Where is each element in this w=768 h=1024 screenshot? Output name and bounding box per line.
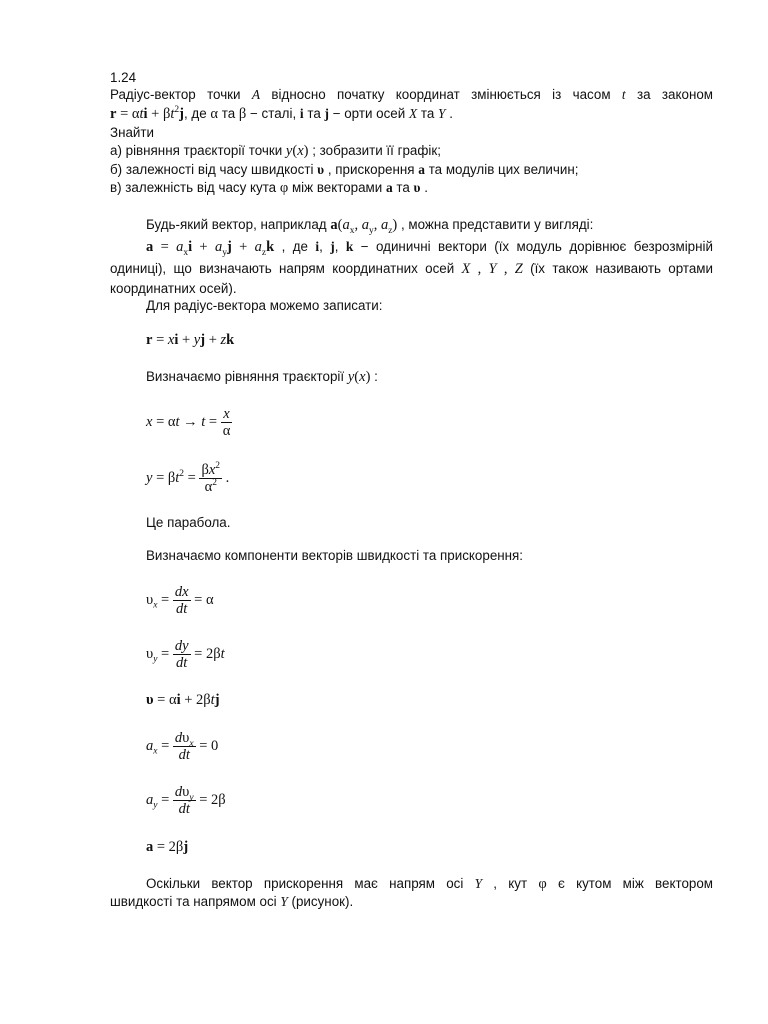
equation-vx: $\upsilon_x$ = $\frac{dx}{dt}$ = α [146,584,214,617]
equation-y: $y = \beta t^2$ = $\frac{\beta x^2}{\alpha^2}$ . [146,461,230,495]
equation-vy: $\upsilon_y$ = $\frac{dy}{dt}$ = 2βt [146,638,225,671]
item-a: а) рівняння траєкторії точки y(x) ; зобразити її графік; [110,143,441,159]
final-line-1: Оскільки вектор прискорення має напрям осі Y , кут φ є кутом між вектором [146,876,713,892]
equation-v: υ = αi + 2βtj [146,692,220,708]
equation-r: r = xi + yj + zk [146,332,235,348]
equation-ay: $a_y$ = $\frac{d\upsilon_y}{dt}$ = 2β [146,784,226,817]
solution-line-2: $a = a_xi + a_yj + a_zk$ , де i, j, k − одиничні вектори (їх модуль дорівнює безрозмірній [146,239,713,258]
find-label: Знайти [110,125,155,140]
solution-line-3: одиниці), що визначають напрям координатних осей X , Y , Z (їх також називають ортами [110,261,713,277]
components-text: Визначаємо компоненти векторів швидкості та прискорення: [146,548,524,563]
equation-ax: $a_x$ = $\frac{d\upsilon_x}{dt}$ = 0 [146,730,219,763]
parabola-text: Це парабола. [146,515,231,530]
item-b: б) залежності від часу швидкості υ , прискорення a та модулів цих величин; [110,162,579,177]
equation-a: a = 2βj [146,839,189,855]
solution-line-4: координатних осей). [110,281,237,296]
statement-line-2: $r = \alpha ti + \beta t^2j$, де α та β − сталі, i та j − орти осей X та Y . [110,105,453,122]
solution-intro: Будь-який вектор, наприклад $a(a_x$, $a_y$, $a_z$) , можна представити у вигляді: [146,217,594,236]
trajectory-text: Визначаємо рівняння траєкторії y(x) : [146,369,378,385]
final-line-2: швидкості та напрямом осі Y (рисунок). [110,894,354,909]
radius-vector-text: Для радіус-вектора можемо записати: [146,298,383,313]
item-c: в) залежність від часу кута φ між векторами a та υ . [110,180,428,196]
equation-x: x = αt → t = $\frac{x}{\alpha}$ [146,406,231,439]
statement-line-1: Радіус-вектор точки A відносно початку координат змінюється із часом t за законом [110,87,713,102]
problem-number: 1.24 [110,70,137,85]
